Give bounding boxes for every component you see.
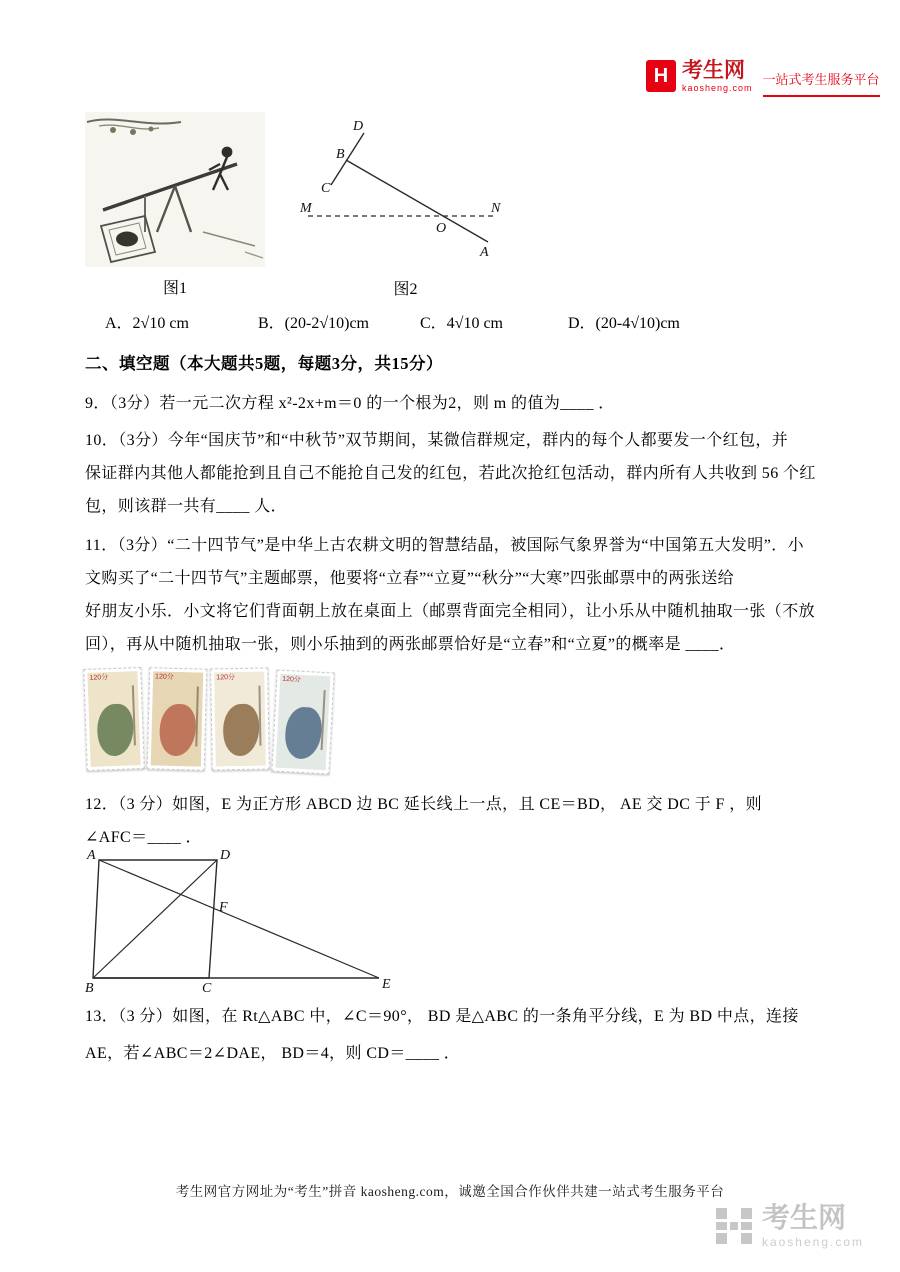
fig2-point-O-label: O (436, 221, 447, 236)
option-b: B．(20-2√10)cm (258, 315, 369, 332)
question-12-figure (85, 848, 395, 999)
option-d: D．(20-4√10)cm (568, 315, 680, 332)
figure-2-caption: 图2 (393, 281, 418, 298)
option-a: A．2√10 cm (105, 315, 189, 332)
figure-1-block (85, 112, 265, 298)
question-10-line-3: 包，则该群一共有____ 人． (85, 498, 288, 515)
stamp-2-text-column (195, 687, 199, 747)
fig2-point-C-label: C (321, 181, 331, 196)
stamp-3-text-column (258, 686, 261, 746)
brand-tagline: 一站式考生服务平台 (763, 69, 880, 97)
kaosheng-watermark-icon (716, 1208, 754, 1246)
kaosheng-logo-icon: H (646, 60, 676, 92)
question-12-line-1: 12．（3 分）如图，E 为正方形 ABCD 边 BC 延长线上一点，且 CE＝BD， AE 交 DC 于 F ，则 (85, 796, 763, 813)
fig2-point-B-label: B (336, 147, 345, 162)
fig2-point-M-label: M (300, 201, 312, 216)
stamp-3-artwork (223, 704, 260, 757)
question-13-line-1: 13．（3 分）如图，在 Rt△ABC 中，∠C＝90°， BD 是△ABC 的一条角平分线，E 为 BD 中点，连接 (85, 1008, 799, 1025)
question-10 (85, 424, 830, 523)
stamps-illustration-row (85, 668, 332, 773)
stamp-2-artwork (159, 704, 196, 757)
kaosheng-header-logo (646, 60, 880, 97)
question-9 (85, 387, 830, 420)
watermark-domain: kaosheng.com (761, 1235, 864, 1249)
fig1-ink-illustration (85, 112, 265, 267)
stamp-2-denomination: 120分 (155, 673, 174, 681)
question-11-line-4: 回），再从中随机抽取一张，则小乐抽到的两张邮票恰好是“立春”和“立夏”的概率是 ____． (85, 636, 736, 653)
section-title-fill-in-blanks: 二、填空题（本大题共5题，每题3分，共15分） (85, 354, 443, 373)
stamp-2 (147, 667, 208, 770)
square-point-B-label: B (85, 981, 94, 994)
question-10-line-1: 10．（3分）今年“国庆节”和“中秋节”双节期间，某微信群规定，群内的每个人都要发一个红包，并 (85, 432, 789, 449)
figure-1-caption: 图1 (162, 280, 187, 297)
stamp-4-text-column (321, 690, 326, 750)
square-point-A-label: A (87, 848, 96, 863)
question-13-line-2: AE，若∠ABC＝2∠DAE， BD＝4，则 CD＝____ ． (85, 1045, 461, 1062)
figure-2-block (298, 116, 513, 299)
fig2-point-A-label: A (480, 245, 489, 260)
brand-text-block (682, 60, 753, 93)
question-12 (85, 788, 830, 854)
option-c: C．4√10 cm (420, 315, 504, 332)
question-12-line-2: ∠AFC＝____ ． (85, 829, 202, 846)
fig2-geometry-diagram (298, 116, 513, 268)
square-point-E-label: E (382, 977, 391, 992)
stamp-3 (210, 668, 270, 771)
stamp-4 (271, 670, 334, 775)
kaosheng-watermark (716, 1204, 864, 1249)
question-10-line-2: 保证群内其他人都能抢到且自己不能抢自己发的红包，若此次抢红包活动，群内所有人共收到 56 个红 (85, 465, 816, 482)
square-point-F-label: F (219, 900, 228, 915)
fig2-point-D-label: D (353, 119, 364, 134)
watermark-text-block (762, 1204, 864, 1249)
page-footer-text: 考生网官方网址为“考生”拼音 kaosheng.com，诚邀全国合作伙伴共建一站式考生服务平台 (175, 1184, 725, 1199)
stamp-3-denomination: 120分 (216, 674, 236, 682)
question-11-line-2: 文购买了“二十四节气”主题邮票，他要将“立春”“立夏”“秋分”“大寒”四张邮票中的两张送给 (85, 570, 735, 587)
question-11-line-1: 11．（3分）“二十四节气”是中华上古农耕文明的智慧结晶，被国际气象界誉为“中国第五大发明”．小 (85, 537, 805, 554)
question-13 (85, 998, 830, 1072)
stamp-1-artwork (96, 703, 134, 756)
stamp-4-artwork (284, 706, 323, 760)
fig2-point-N-label: N (491, 201, 501, 216)
question-9-line: 9．（3分）若一元二次方程 x²-2x+m＝0 的一个根为2，则 m 的值为____ ． (85, 395, 615, 412)
stamp-1 (83, 667, 145, 771)
brand-domain: kaosheng.com (682, 83, 753, 93)
square-point-C-label: C (202, 981, 212, 994)
question-11-line-3: 好朋友小乐．小文将它们背面朝上放在桌面上（邮票背面完全相同），让小乐从中随机抽取一张（不放 (85, 603, 816, 620)
watermark-brand: 考生网 (761, 1202, 846, 1233)
stamp-4-denomination: 120分 (282, 675, 302, 684)
question-11 (85, 529, 830, 661)
stamp-1-denomination: 120分 (89, 674, 109, 682)
brand-name: 考生网 (682, 59, 745, 82)
square-abcde-diagram (85, 848, 395, 994)
square-point-D-label: D (220, 848, 231, 863)
